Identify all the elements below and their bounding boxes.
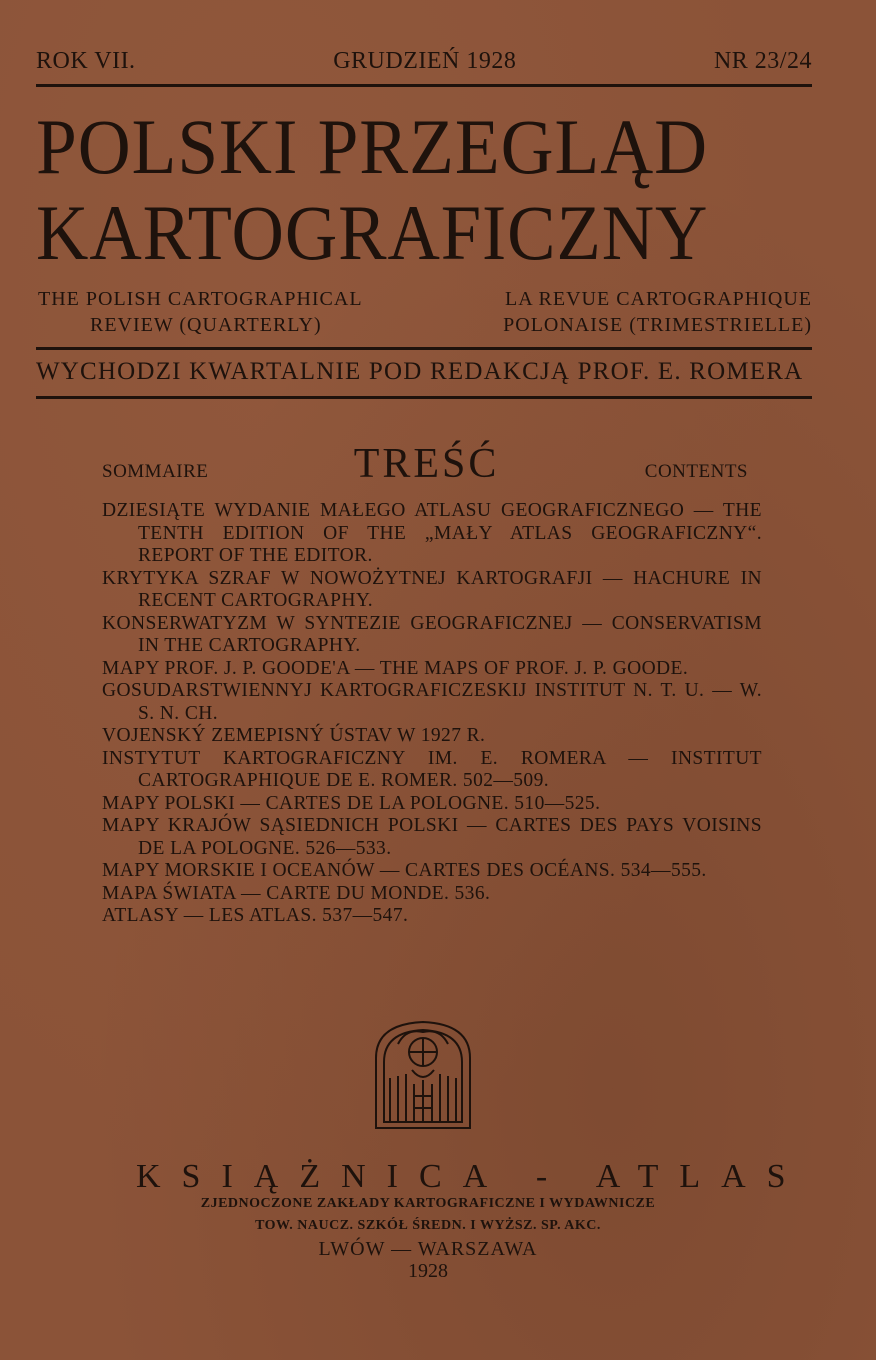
table-of-contents — [102, 500, 762, 928]
issue-header — [36, 48, 812, 75]
toc-item: MAPA ŚWIATA — CARTE DU MONDE. 536. — [102, 882, 491, 904]
sommaire-label: SOMMAIRE — [102, 461, 209, 482]
publisher-city: LWÓW — WARSZAWA — [318, 1238, 538, 1260]
contents-label: CONTENTS — [644, 461, 748, 482]
toc-item: ATLASY — LES ATLAS. 537—547. — [102, 905, 409, 926]
issue-date: GRUDZIEŃ 1928 — [333, 48, 517, 74]
french-subtitle — [503, 286, 812, 338]
issue-number: NR 23/24 — [713, 48, 812, 74]
publisher-name: KSIĄŻNICA - ATLAS — [136, 1158, 807, 1195]
toc-item: VOJENSKÝ ZEMEPISNÝ ÚSTAV W 1927 R. — [102, 725, 486, 746]
editor-divider — [36, 396, 812, 399]
journal-title-line1: POLSKI PRZEGLĄD — [36, 103, 708, 190]
header-divider — [36, 84, 812, 87]
toc-item: MAPY POLSKI — CARTES DE LA POLOGNE. 510—525. — [102, 792, 601, 814]
french-subtitle-line1: LA REVUE CARTOGRAPHIQUE — [505, 288, 812, 310]
toc-item: DZIESIĄTE WYDANIE MAŁEGO ATLASU GEOGRAFICZNEGO — THE TENTH EDITION OF THE „MAŁY ATLAS GEOGRAFICZNY“. REPORT OF THE EDITOR. — [102, 500, 762, 566]
english-subtitle-line2: REVIEW (QUARTERLY) — [90, 314, 322, 336]
publisher-emblem-icon — [368, 1018, 478, 1130]
english-subtitle-line1: THE POLISH CARTOGRAPHICAL — [38, 288, 363, 310]
tresc-heading: TREŚĆ — [353, 441, 500, 487]
journal-title-line2: KARTOGRAFICZNY — [36, 189, 709, 276]
toc-item: MAPY PROF. J. P. GOODE'A — THE MAPS OF PROF. J. P. GOODE. — [102, 657, 689, 679]
publisher-line-1: ZJEDNOCZONE ZAKŁADY KARTOGRAFICZNE I WYDAWNICZE — [200, 1196, 656, 1211]
volume-label: ROK VII. — [36, 48, 136, 74]
toc-item: KRYTYKA SZRAF W NOWOŻYTNEJ KARTOGRAFJI — HACHURE IN RECENT CARTOGRAPHY. — [102, 567, 762, 611]
toc-item: KONSERWATYZM W SYNTEZIE GEOGRAFICZNEJ — CONSERVATISM IN THE CARTOGRAPHY. — [102, 612, 762, 656]
toc-item: MAPY KRAJÓW SĄSIEDNICH POLSKI — CARTES DES PAYS VOISINS DE LA POLOGNE. 526—533. — [102, 815, 762, 859]
publication-year: 1928 — [408, 1260, 448, 1282]
toc-item: MAPY MORSKIE I OCEANÓW — CARTES DES OCÉANS. 534—555. — [102, 860, 707, 881]
french-subtitle-line2: POLONAISE (TRIMESTRIELLE) — [503, 314, 812, 336]
publisher-line-2: TOW. NAUCZ. SZKÓŁ ŚREDN. I WYŻSZ. SP. AKC. — [255, 1218, 601, 1233]
editor-statement: WYCHODZI KWARTALNIE POD REDAKCJĄ PROF. E. ROMERA — [36, 358, 804, 385]
toc-item: INSTYTUT KARTOGRAFICZNY IM. E. ROMERA — INSTITUT CARTOGRAPHIQUE DE E. ROMER. 502—509. — [102, 747, 762, 791]
english-subtitle — [38, 286, 363, 338]
contents-header — [102, 440, 748, 488]
toc-item: GOSUDARSTWIENNYJ KARTOGRAFICZESKIJ INSTITUT N. T. U. — W. S. N. CH. — [102, 680, 762, 724]
subtitle-divider — [36, 347, 812, 350]
